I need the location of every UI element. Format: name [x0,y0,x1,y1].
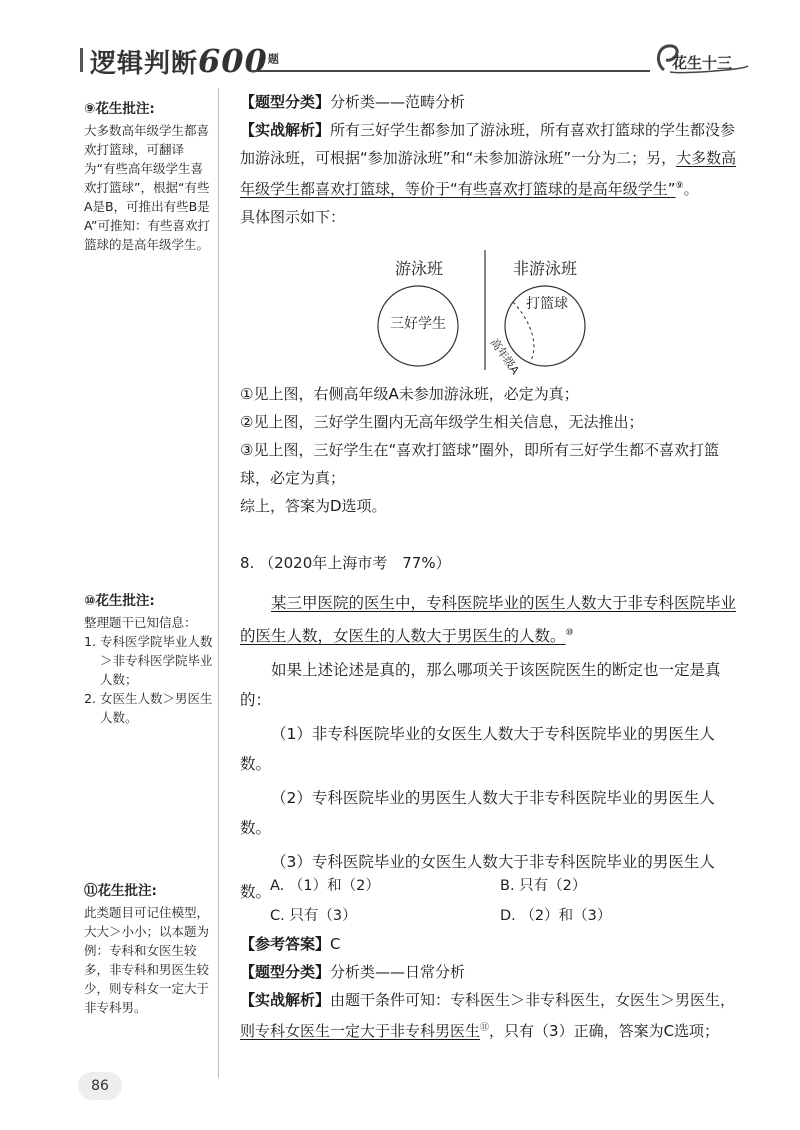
answer-tag: 【参考答案】 [240,935,331,953]
statement-2: （2）专科医院毕业的男医生人数大于非专科医院毕业的男医生人数。 [240,789,715,838]
note-title: ⑨花生批注: [84,101,155,117]
option-d: D. （2）和（3） [500,908,612,924]
book-title-suffix: 题 [267,52,280,66]
type-tag: 【题型分类】 [240,93,331,111]
conclusion: 综上，答案为D选项。 [240,497,387,515]
type-value: 分析类——日常分析 [330,963,466,981]
analysis-text: 所有三好学生都参加了游泳班，所有喜欢打篮球的学生都没参加游泳班，可根据“参加游泳班”和“未参加游泳班”一分为二；另， [240,121,736,167]
annotation-mark: ⑩ [565,628,574,638]
column-divider [218,88,219,1078]
diagram-label-non-swim: 非游泳班 [513,259,578,278]
header-accent-bar [80,48,83,72]
type-value: 分析类——范畴分析 [330,93,466,111]
annotation-mark: ⑪ [480,1023,490,1033]
circle-label-basketball: 打篮球 [526,296,568,312]
book-title-prefix: 逻辑判断 [90,49,199,79]
statement-1: （1）非专科医院毕业的女医生人数大于专科医院毕业的男医生人数。 [240,725,715,774]
header-rule [250,70,650,72]
analysis-underlined: 则专科女医生一定大于非专科男医生 [240,1022,481,1040]
question-number: 8. [240,554,255,572]
book-title-number: 600 [198,42,268,80]
margin-note-11 [84,882,214,1017]
answer-section [240,930,740,1045]
circle-label-senior-a: 高年级A [487,336,522,377]
note-title: ⑩花生批注: [84,593,155,609]
point-1: ①见上图，右侧高年级A未参加游泳班，必定为真； [240,385,579,403]
note-item: 1. 专科医学院毕业人数＞非专科医学院毕业人数； [100,632,214,689]
question-source: （2020年上海市考 77%） [259,554,451,572]
analysis-text: 由题干条件可知：专科医生＞非专科医生，女医生＞男医生， [330,991,736,1009]
analysis-tag: 【实战解析】 [240,121,331,139]
analysis-text-end: 。 [683,180,699,198]
margin-note-9 [84,100,214,254]
option-a: A. （1）和（2） [270,878,380,894]
point-2: ②见上图，三好学生圈内无高年级学生相关信息，无法推出； [240,413,644,431]
point-3: ③见上图，三好学生在“喜欢打篮球”圈外，即所有三好学生都不喜欢打篮球，必定为真； [240,441,719,487]
note-body: 此类题目可记住模型，大大＞小小；以本题为例：专科和女医生较多，非专科和男医生较少，则专科女一定大于非专科男。 [84,905,210,1015]
analysis-tag: 【实战解析】 [240,991,331,1009]
annotation-mark: ⑨ [675,181,684,191]
analysis-text-end: ，只有（3）正确，答案为C选项； [489,1022,720,1040]
note-body: 大多数高年级学生都喜欢打篮球，可翻译为“有些高年级学生喜欢打篮球”，根据“有些A是B，可推出有些B是A”可推知：有些喜欢打篮球的是高年级学生。 [84,123,210,252]
diagram-label-swim: 游泳班 [395,259,444,278]
section-points [240,380,740,520]
question-prompt: 如果上述论述是真的，那么哪项关于该医院医生的断定也一定是真的： [240,661,721,710]
note-item: 2. 女医生人数＞男医生人数。 [100,689,214,727]
note-intro: 整理题干已知信息： [84,615,197,630]
page-number: 86 [78,1072,122,1100]
statement-3: （3）专科医院毕业的女医生人数大于非专科医院毕业的男医生人数。 [240,853,715,902]
question-stem: 某三甲医院的医生中，专科医院毕业的医生人数大于非专科医院毕业的医生人数，女医生的人数大于男医生的人数。 [240,594,737,646]
margin-note-10 [84,592,214,727]
note-title: ⑪花生批注: [84,883,157,899]
book-title [90,42,280,80]
question-body [240,588,740,907]
question-header [240,552,451,573]
logo-text: 花生十三 [672,54,733,72]
type-tag: 【题型分类】 [240,963,331,981]
circle-label-three-good: 三好学生 [390,316,446,332]
option-b: B. 只有（2） [500,878,587,894]
option-c: C. 只有（3） [270,908,357,924]
diagram-intro: 具体图示如下： [240,208,346,226]
section-analysis-7 [240,88,740,231]
analysis-underlined: 大多数高年级学生都喜欢打篮球，等价于“有些喜欢打篮球的是高年级学生” [240,149,737,198]
answer-value: C [330,935,341,953]
